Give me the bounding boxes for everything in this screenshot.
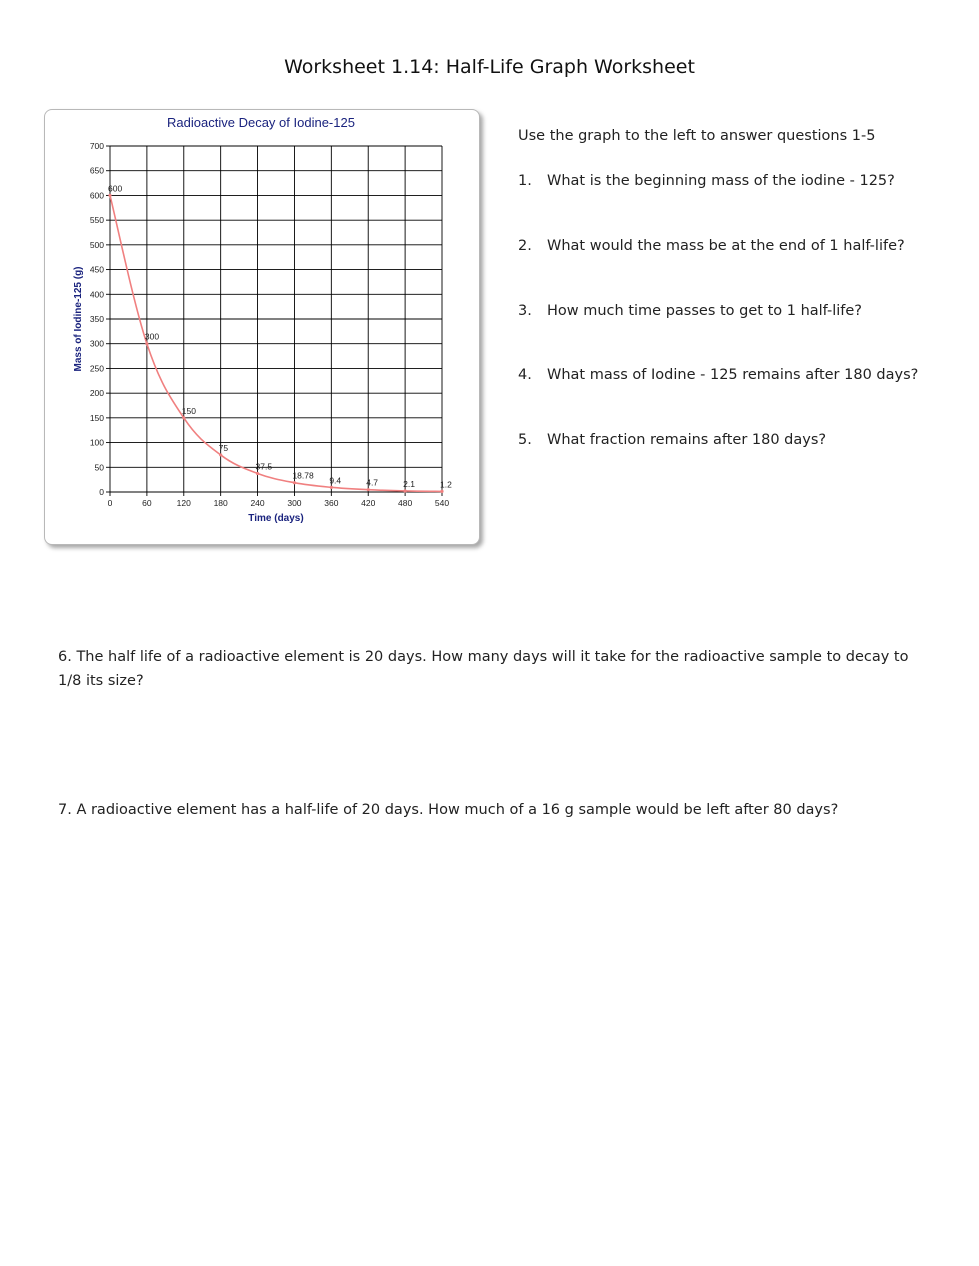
y-tick-label: 550 (89, 215, 104, 226)
y-tick-label: 500 (89, 239, 104, 250)
data-label: 75 (218, 442, 229, 453)
y-tick-label: 400 (89, 289, 104, 300)
data-label: 18.78 (292, 470, 314, 481)
data-label: 4.7 (366, 477, 379, 488)
x-tick-label: 420 (361, 498, 376, 508)
data-point (293, 481, 296, 484)
question-number: 5. (518, 432, 532, 448)
y-tick-label: 200 (89, 388, 104, 399)
y-tick-label: 650 (89, 165, 104, 176)
y-tick-label: 700 (89, 141, 104, 151)
y-tick-label: 50 (94, 462, 104, 473)
chart-title: Radioactive Decay of Iodine-125 (167, 115, 355, 130)
question-number: 2. (518, 238, 532, 254)
data-label: 9.4 (329, 475, 342, 486)
data-point (145, 342, 148, 345)
data-point (404, 489, 407, 492)
data-point (330, 486, 333, 489)
data-label: 150 (181, 405, 196, 416)
y-tick-label: 350 (89, 314, 104, 324)
data-label: 600 (108, 183, 123, 194)
x-tick-label: 120 (176, 498, 191, 508)
question-number: 4. (518, 367, 532, 383)
y-tick-label: 300 (89, 338, 104, 349)
y-tick-label: 450 (89, 264, 104, 275)
x-tick-label: 480 (398, 498, 413, 508)
x-tick-label: 60 (142, 498, 152, 508)
y-tick-label: 150 (89, 412, 104, 423)
decay-chart-panel (44, 109, 480, 545)
question-text: What fraction remains after 180 days? (547, 432, 827, 448)
y-tick-label: 250 (89, 363, 104, 374)
data-label: 300 (144, 331, 160, 342)
x-tick-label: 240 (250, 498, 265, 508)
question-text: What is the beginning mass of the iodine - 125? (547, 173, 895, 189)
data-point (256, 472, 259, 475)
question-text: What would the mass be at the end of 1 half-life? (547, 238, 905, 254)
data-label: 1.2 (440, 479, 452, 490)
x-tick-label: 540 (434, 498, 450, 508)
question-number: 3. (518, 303, 532, 319)
y-tick-label: 100 (89, 437, 104, 448)
question-number: 1. (518, 173, 532, 189)
question-text: How much time passes to get to 1 half-life? (547, 303, 862, 319)
y-tick-label: 600 (89, 190, 104, 201)
x-tick-label: 180 (213, 498, 228, 508)
data-point (219, 453, 222, 456)
x-tick-label: 360 (324, 498, 339, 508)
y-tick-label: 0 (99, 487, 104, 497)
question-7: 7. A radioactive element has a half-life of 20 days. How much of a 16 g sample would be left after 80 days? (58, 802, 839, 818)
question-6: 6. The half life of a radioactive element is 20 days. How many days will it take for the radioactive sample to decay to 1/8 its size? (58, 649, 909, 689)
worksheet-title: Worksheet 1.14: Half-Life Graph Worksheet (284, 56, 695, 78)
questions-intro: Use the graph to the left to answer questions 1-5 (518, 128, 876, 144)
decay-chart (45, 110, 479, 544)
y-axis-label: Mass of Iodine-125 (g) (73, 266, 84, 372)
x-tick-label: 300 (287, 498, 302, 508)
data-point (182, 416, 185, 419)
x-tick-label: 0 (107, 498, 113, 508)
x-axis-label: Time (days) (248, 513, 304, 524)
data-label: 2.1 (403, 478, 415, 489)
data-point (367, 488, 370, 491)
data-label: 37.5 (255, 461, 273, 472)
question-text: What mass of Iodine - 125 remains after 180 days? (547, 367, 919, 383)
data-point (440, 490, 443, 493)
data-point (108, 194, 111, 197)
